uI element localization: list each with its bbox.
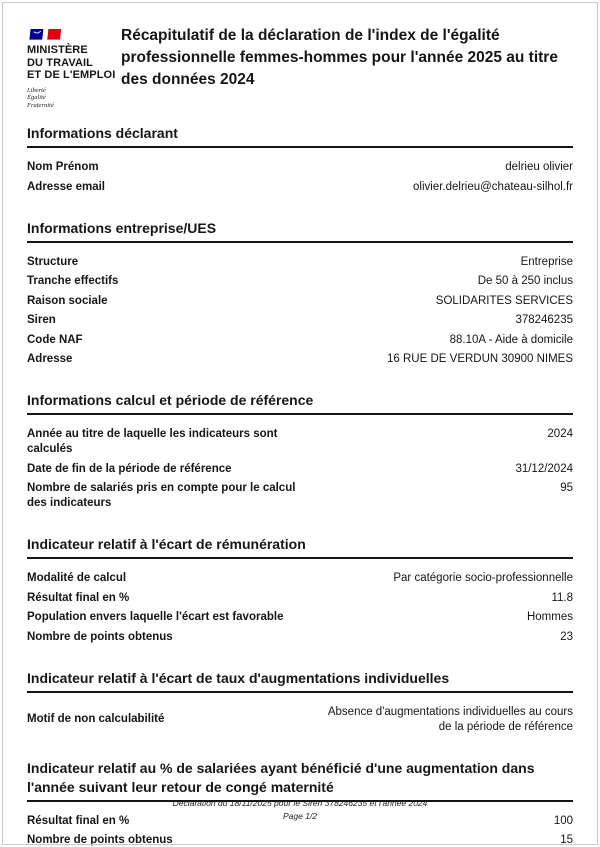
field-value: Entreprise [520, 255, 573, 268]
ministry-name-line: DU TRAVAIL [27, 56, 93, 69]
field-label: Nombre de salariés pris en compte pour le calcul des indicateurs [27, 482, 296, 509]
section-informations-declarant [27, 124, 573, 195]
field-label: Année au titre de laquelle les indicateurs sont calculés [27, 428, 278, 455]
field-row [27, 352, 573, 367]
field-row [27, 313, 573, 328]
ministry-logo-block [27, 28, 120, 109]
field-row [27, 630, 573, 645]
section-heading: Indicateur relatif à l'écart de taux d'augmentations individuelles [27, 669, 573, 693]
document-body [27, 124, 573, 847]
field-label: Structure [27, 255, 79, 268]
field-value: Par catégorie socio-professionnelle [393, 572, 573, 584]
field-label: Code NAF [27, 333, 83, 346]
footer-declaration-line: Déclaration du 18/11/2025 pour le Siren 378246235 et l'année 2024 [172, 798, 428, 808]
ministry-name-line: ET DE L'EMPLOI [27, 69, 116, 81]
footer-page-number: Page 1/2 [282, 811, 318, 821]
ministry-name [27, 44, 120, 82]
section-heading: Informations déclarant [27, 124, 573, 148]
field-row [27, 160, 573, 175]
document-header [27, 28, 573, 109]
field-label: Date de fin de la période de référence [27, 462, 232, 475]
field-label: Adresse email [27, 180, 105, 193]
field-value: SOLIDARITES SERVICES [435, 294, 573, 307]
field-row [27, 274, 573, 289]
motto-line: Fraternité [27, 101, 54, 109]
section-indicateur-augmentations [27, 669, 573, 735]
field-label: Population envers laquelle l'écart est favorable [27, 611, 284, 623]
section-indicateur-remuneration [27, 535, 573, 645]
field-row [27, 255, 573, 270]
field-value: Hommes [526, 611, 573, 623]
field-value: Absence d'augmentations individuelles au cours de la période de référence [327, 705, 573, 733]
republic-motto [27, 87, 120, 110]
field-label: Adresse [27, 353, 73, 365]
field-row [27, 462, 573, 477]
field-value: 16 RUE DE VERDUN 30900 NIMES [387, 353, 573, 365]
section-informations-calcul [27, 391, 573, 511]
field-value: 15 [560, 834, 573, 846]
field-label: Modalité de calcul [27, 572, 127, 584]
field-row [27, 481, 573, 511]
ministry-name-line: MINISTÈRE [27, 44, 88, 56]
field-label: Nombre de points obtenus [27, 834, 173, 846]
motto-line: Égalité [27, 94, 46, 101]
field-value: 88.10A - Aide à domicile [449, 333, 573, 346]
section-heading: Indicateur relatif au % de salariées ayant bénéficié d'une augmentation dans l'année suivant leur retour de congé maternité [27, 759, 573, 802]
field-row [27, 705, 573, 735]
section-heading: Informations entreprise/UES [27, 219, 573, 243]
document-title-line: Récapitulatif de la déclaration de l'index de l'égalité [121, 27, 500, 44]
section-heading: Informations calcul et période de référence [27, 391, 573, 415]
document-title-line: professionnelle femmes-hommes pour l'année 2025 au titre [121, 49, 558, 66]
field-value: 2024 [547, 428, 573, 440]
section-heading: Indicateur relatif à l'écart de rémunération [27, 535, 573, 559]
field-value: olivier.delrieu@chateau-silhol.fr [413, 180, 573, 193]
document-footer [0, 797, 600, 823]
field-row [27, 610, 573, 625]
field-label: Nombre de points obtenus [27, 630, 173, 643]
field-row [27, 294, 573, 309]
field-value: delrieu olivier [505, 161, 573, 173]
field-row [27, 180, 573, 195]
field-row [27, 591, 573, 606]
field-value: 11.8 [551, 591, 573, 604]
field-row [27, 427, 573, 457]
field-value: 23 [560, 630, 573, 643]
field-value: 378246235 [515, 314, 573, 326]
section-informations-entreprise [27, 219, 573, 368]
field-label: Siren [27, 314, 56, 326]
field-row [27, 571, 573, 586]
field-value: 100 [553, 814, 573, 827]
field-value: De 50 à 250 inclus [477, 275, 573, 287]
field-label: Résultat final en % [27, 591, 130, 604]
field-row [27, 833, 573, 847]
field-label: Résultat final en % [27, 814, 130, 827]
field-label: Tranche effectifs [27, 275, 119, 287]
field-value: 31/12/2024 [515, 462, 573, 475]
field-label: Nom Prénom [27, 161, 99, 173]
field-label: Motif de non calculabilité [27, 713, 165, 725]
field-row [27, 333, 573, 348]
field-label: Raison sociale [27, 294, 108, 307]
motto-line: Liberté [27, 86, 46, 94]
field-value: 95 [560, 482, 573, 494]
french-flag-icon [28, 28, 65, 41]
document-title-line: des données 2024 [121, 71, 255, 88]
document-title [120, 25, 558, 91]
